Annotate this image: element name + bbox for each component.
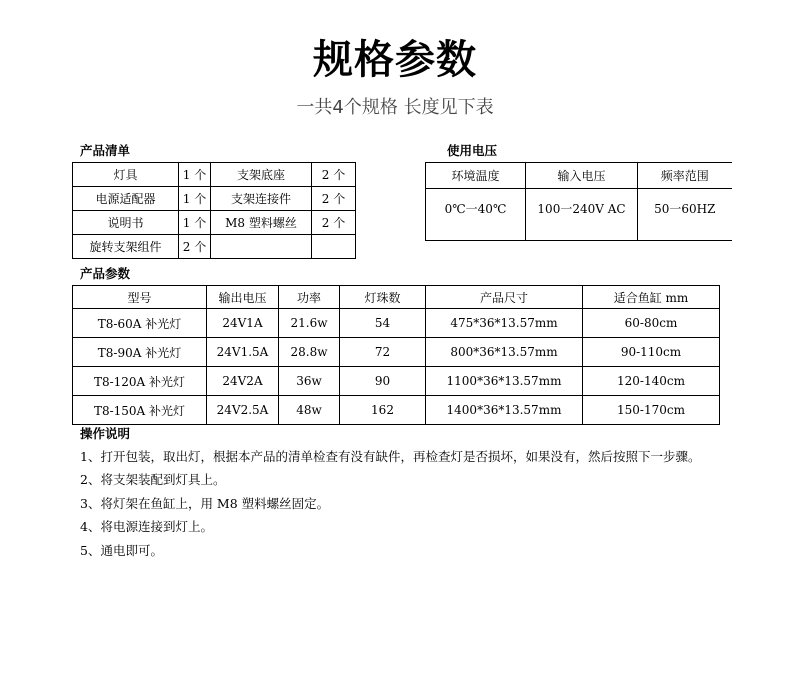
table-row — [73, 187, 356, 211]
table-header-cell: 型号 — [73, 286, 207, 309]
table-cell: 0℃一40℃ — [426, 189, 526, 241]
table-cell: T8-60A 补光灯 — [73, 309, 207, 338]
table-row — [426, 189, 732, 241]
table-cell: 162 — [340, 396, 426, 425]
table-cell: 2 个 — [312, 163, 356, 187]
table-cell: 90 — [340, 367, 426, 396]
product-params-label: 产品参数 — [80, 266, 131, 281]
table-cell: 100一240V AC — [526, 189, 638, 241]
table-cell: 旋转支架组件 — [73, 235, 179, 259]
product-list-table — [72, 162, 356, 259]
table-row — [73, 235, 356, 259]
product-list-label: 产品清单 — [80, 143, 131, 158]
voltage-table — [425, 162, 732, 241]
instruction-step: 2、将支架装配到灯具上。 — [80, 472, 226, 488]
table-row — [73, 163, 356, 187]
table-header-cell: 产品尺寸 — [426, 286, 583, 309]
table-cell: 36w — [279, 367, 340, 396]
table-cell: 24V2A — [207, 367, 279, 396]
instruction-step: 5、通电即可。 — [80, 542, 163, 558]
table-header-cell: 频率范围 — [638, 163, 732, 189]
table-cell: 说明书 — [73, 211, 179, 235]
table-cell — [312, 235, 356, 259]
table-cell: 800*36*13.57mm — [426, 338, 583, 367]
instruction-list — [80, 448, 785, 565]
table-cell: M8 塑料螺丝 — [211, 211, 312, 235]
table-cell: 120-140cm — [583, 367, 720, 396]
table-cell: 2 个 — [312, 187, 356, 211]
table-row — [73, 367, 720, 396]
table-header-cell: 输入电压 — [526, 163, 638, 189]
page-subtitle: 一共4个规格 长度见下表 — [296, 97, 494, 118]
table-header-cell: 输出电压 — [207, 286, 279, 309]
table-cell: 1100*36*13.57mm — [426, 367, 583, 396]
product-params-table — [72, 285, 720, 425]
table-cell: 60-80cm — [583, 309, 720, 338]
table-cell: 1 个 — [179, 187, 211, 211]
instruction-step: 3、将灯架在鱼缸上，用 M8 塑料螺丝固定。 — [80, 495, 330, 511]
instruction-step: 4、将电源连接到灯上。 — [80, 519, 213, 535]
table-cell: 50一60HZ — [638, 189, 732, 241]
table-cell: 24V2.5A — [207, 396, 279, 425]
table-cell: 24V1A — [207, 309, 279, 338]
table-cell: 电源适配器 — [73, 187, 179, 211]
table-header-cell: 灯珠数 — [340, 286, 426, 309]
table-header-row — [73, 286, 720, 309]
table-cell: 54 — [340, 309, 426, 338]
table-header-cell: 环境温度 — [426, 163, 526, 189]
table-cell: 24V1.5A — [207, 338, 279, 367]
table-row — [73, 338, 720, 367]
page-title: 规格参数 — [313, 37, 477, 83]
table-cell: 1 个 — [179, 211, 211, 235]
table-cell: 1400*36*13.57mm — [426, 396, 583, 425]
instructions-label: 操作说明 — [80, 426, 131, 441]
table-cell: 475*36*13.57mm — [426, 309, 583, 338]
instruction-step: 1、打开包装，取出灯，根据本产品的清单检查有没有缺件，再检查灯是否损坏，如果没有，然后按照下一步骤。 — [80, 449, 701, 464]
table-row — [73, 309, 720, 338]
table-cell: 灯具 — [73, 163, 179, 187]
table-cell: 2 个 — [179, 235, 211, 259]
table-cell: T8-120A 补光灯 — [73, 367, 207, 396]
table-header-cell: 功率 — [279, 286, 340, 309]
table-row — [73, 396, 720, 425]
table-cell: T8-90A 补光灯 — [73, 338, 207, 367]
table-cell: 90-110cm — [583, 338, 720, 367]
voltage-label: 使用电压 — [447, 143, 498, 158]
table-cell: 48w — [279, 396, 340, 425]
table-cell: 72 — [340, 338, 426, 367]
table-cell: 21.6w — [279, 309, 340, 338]
table-cell: T8-150A 补光灯 — [73, 396, 207, 425]
table-cell: 150-170cm — [583, 396, 720, 425]
table-cell: 28.8w — [279, 338, 340, 367]
table-cell: 1 个 — [179, 163, 211, 187]
table-header-cell: 适合鱼缸 mm — [583, 286, 720, 309]
table-row — [426, 163, 732, 189]
table-cell: 支架底座 — [211, 163, 312, 187]
table-row — [73, 211, 356, 235]
table-cell — [211, 235, 312, 259]
table-cell: 支架连接件 — [211, 187, 312, 211]
table-cell: 2 个 — [312, 211, 356, 235]
